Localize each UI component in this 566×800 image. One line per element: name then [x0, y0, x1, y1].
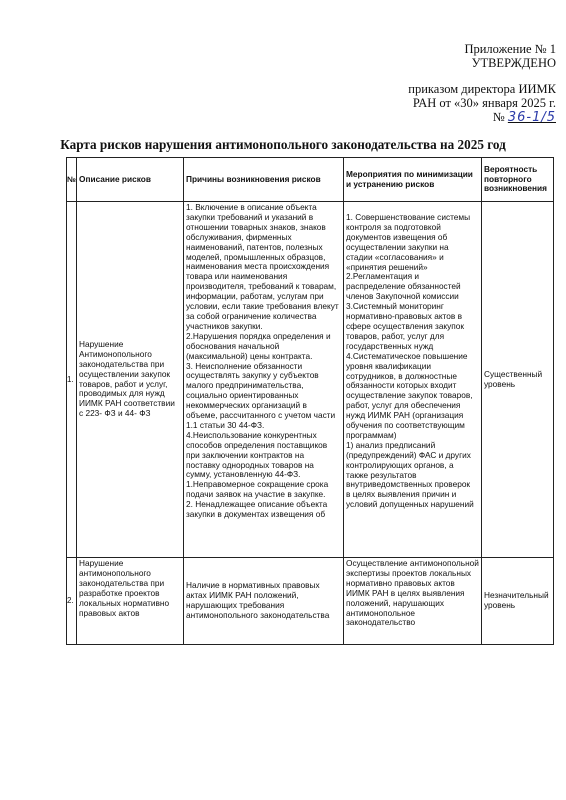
- causes0-line: участников закупки.: [186, 321, 263, 331]
- measures0-line: условий допущенных нарушений: [346, 500, 474, 510]
- causes0-line: наименования места происхождения: [186, 262, 330, 272]
- row-probability: Незначительный уровень: [482, 558, 554, 645]
- order-number: [493, 110, 556, 125]
- measures0-line: в целях выявления причин и: [346, 490, 457, 500]
- causes0-line: 2. Ненадлежащее описание объекта: [186, 500, 328, 510]
- header-description: Описание рисков: [77, 158, 184, 202]
- causes0-line: осуществлять закупку у субъектов: [186, 371, 319, 381]
- causes0-line: товара или наименования: [186, 272, 288, 282]
- header-probability: Вероятность повторного возникновения: [482, 158, 554, 202]
- row-description: Нарушение Антимонопольного законодательства при осуществлении закупок товаров, работ и услуг, проводимых для нужд ИИМК РАН соответствии с 223- ФЗ и 44- ФЗ: [77, 202, 184, 558]
- measures0-line: осуществление закупок товаров,: [346, 391, 473, 401]
- measures0-line: контролирующих органов, а: [346, 460, 454, 470]
- document-title: Карта рисков нарушения антимонопольного законодательства на 2025 год: [60, 137, 506, 152]
- row-num: 2.: [67, 558, 77, 645]
- row-causes: Наличие в нормативных правовых актах ИИМК РАН положений, нарушающих требования антимонопольного законодательства: [184, 558, 344, 645]
- measures0-line: 1. Совершенствование системы: [346, 213, 471, 222]
- table-header-row: [67, 158, 554, 202]
- causes0-line: объеме, рассчитанного с учетом части: [186, 411, 336, 421]
- header-num: №: [67, 158, 77, 202]
- causes0-line: наименований, патентов, полезных: [186, 242, 323, 252]
- measures0-line: нормативно-правовых актов в: [346, 312, 463, 322]
- causes0-line: обслуживания, фирменных: [186, 232, 292, 242]
- measures0-line: обязанности которых входит: [346, 381, 457, 391]
- header-measures: Мероприятия по минимизации и устранению рисков: [344, 158, 482, 202]
- row-probability: Существенный уровень: [482, 202, 554, 558]
- appendix-label: Приложение № 1: [464, 42, 556, 56]
- order-line-1: приказом директора ИИМК: [408, 82, 556, 96]
- causes0-line: за собой ограничение количества: [186, 311, 317, 321]
- measures0-line: программам): [346, 430, 397, 440]
- order-number-handwritten: 36-1/5: [507, 110, 556, 125]
- table-row: [67, 202, 554, 558]
- measures0-line: осуществлении закупки на: [346, 242, 449, 252]
- measures-lines: [346, 203, 479, 510]
- causes0-line: социально ориентированных: [186, 391, 299, 401]
- causes0-line: закупки требований и указаний в: [186, 212, 314, 222]
- row-causes: [184, 202, 344, 558]
- measures0-line: государственных нужд: [346, 341, 434, 351]
- measures0-line: 2.Регламентация и: [346, 272, 420, 282]
- causes0-line: моделей, промышленных образцов,: [186, 252, 326, 262]
- row-description: Нарушение антимонопольного законодательства при разработке проектов локальных нормативно правовых актов: [77, 558, 184, 645]
- risk-map-table: [66, 157, 554, 645]
- causes0-line: 1.Неправомерное сокращение срока: [186, 480, 329, 490]
- order-number-prefix: №: [492, 110, 505, 124]
- row-measures: [344, 202, 482, 558]
- causes0-line: информации, работам, услугам при: [186, 292, 324, 302]
- measures0-line: (предупреждений) ФАС и других: [346, 450, 471, 460]
- causes0-line: 2.Нарушения порядка определения и: [186, 331, 331, 341]
- header-causes: Причины возникновения рисков: [184, 158, 344, 202]
- measures0-line: распределение обязанностей: [346, 282, 461, 292]
- causes0-line: условии, если такие требования влекут: [186, 302, 339, 312]
- causes0-line: 1. Включение в описание объекта: [186, 203, 317, 212]
- measures0-line: сфере осуществления закупок: [346, 321, 465, 331]
- causes0-line: сумму, установленную 44-ФЗ.: [186, 470, 301, 480]
- measures0-line: нужд ИИМК РАН (организация: [346, 411, 464, 421]
- causes0-line: (максимальной) цены контракта.: [186, 351, 313, 361]
- causes0-line: при заключении контрактов на: [186, 450, 305, 460]
- causes0-line: производителя, требований к товарам,: [186, 282, 337, 292]
- causes0-line: 4.Неиспользование конкурентных: [186, 430, 317, 440]
- approved-label: УТВЕРЖДЕНО: [471, 56, 556, 70]
- measures0-line: 1) анализ предписаний: [346, 440, 436, 450]
- measures0-line: 3.Системный мониторинг: [346, 302, 444, 312]
- measures0-line: 4.Систематическое повышение: [346, 351, 468, 361]
- order-line-2: РАН от «30» января 2025 г.: [412, 96, 556, 110]
- measures0-line: стадии «согласования» и: [346, 252, 444, 262]
- causes0-line: 3. Неисполнение обязанности: [186, 361, 303, 371]
- measures0-line: сотрудников, в должностные: [346, 371, 457, 381]
- causes0-line: подачи заявок на участие в закупке.: [186, 490, 326, 500]
- measures0-line: контроля за подготовкой: [346, 222, 441, 232]
- measures0-line: внутриведомственных проверок: [346, 480, 471, 490]
- table-row: [67, 558, 554, 645]
- measures0-line: членов Закупочной комиссии: [346, 292, 459, 302]
- measures0-line: документов извещения об: [346, 232, 448, 242]
- causes-lines: [186, 203, 341, 556]
- causes0-line: способов определения поставщиков: [186, 440, 328, 450]
- measures0-line: также результатов: [346, 470, 417, 480]
- row-num: 1.: [67, 202, 77, 558]
- causes0-line: обоснования начальной: [186, 341, 280, 351]
- causes0-line: малого предпринимательства,: [186, 381, 304, 391]
- causes0-line: отношении товарных знаков, знаков: [186, 222, 326, 232]
- causes0-line: некоммерческих организаций в: [186, 401, 307, 411]
- causes0-line: 1.1 статьи 30 44-ФЗ.: [186, 420, 265, 430]
- row-measures: Осуществление антимонопольной экспертизы проектов локальных нормативно правовых актов ИИМК РАН в целях выявления положений, нарушающих антимонопольное законодательство: [344, 558, 482, 645]
- measures0-line: работ, услуг для обеспечения: [346, 401, 461, 411]
- measures0-line: уровня квалификации: [346, 361, 432, 371]
- causes0-line: поставку однородных товаров на: [186, 460, 314, 470]
- measures0-line: «принятия решений»: [346, 262, 428, 272]
- measures0-line: обучения по соответствующим: [346, 421, 465, 431]
- measures0-line: товаров, работ, услуг для: [346, 331, 445, 341]
- causes0-line: закупки в документах извещения об: [186, 510, 326, 520]
